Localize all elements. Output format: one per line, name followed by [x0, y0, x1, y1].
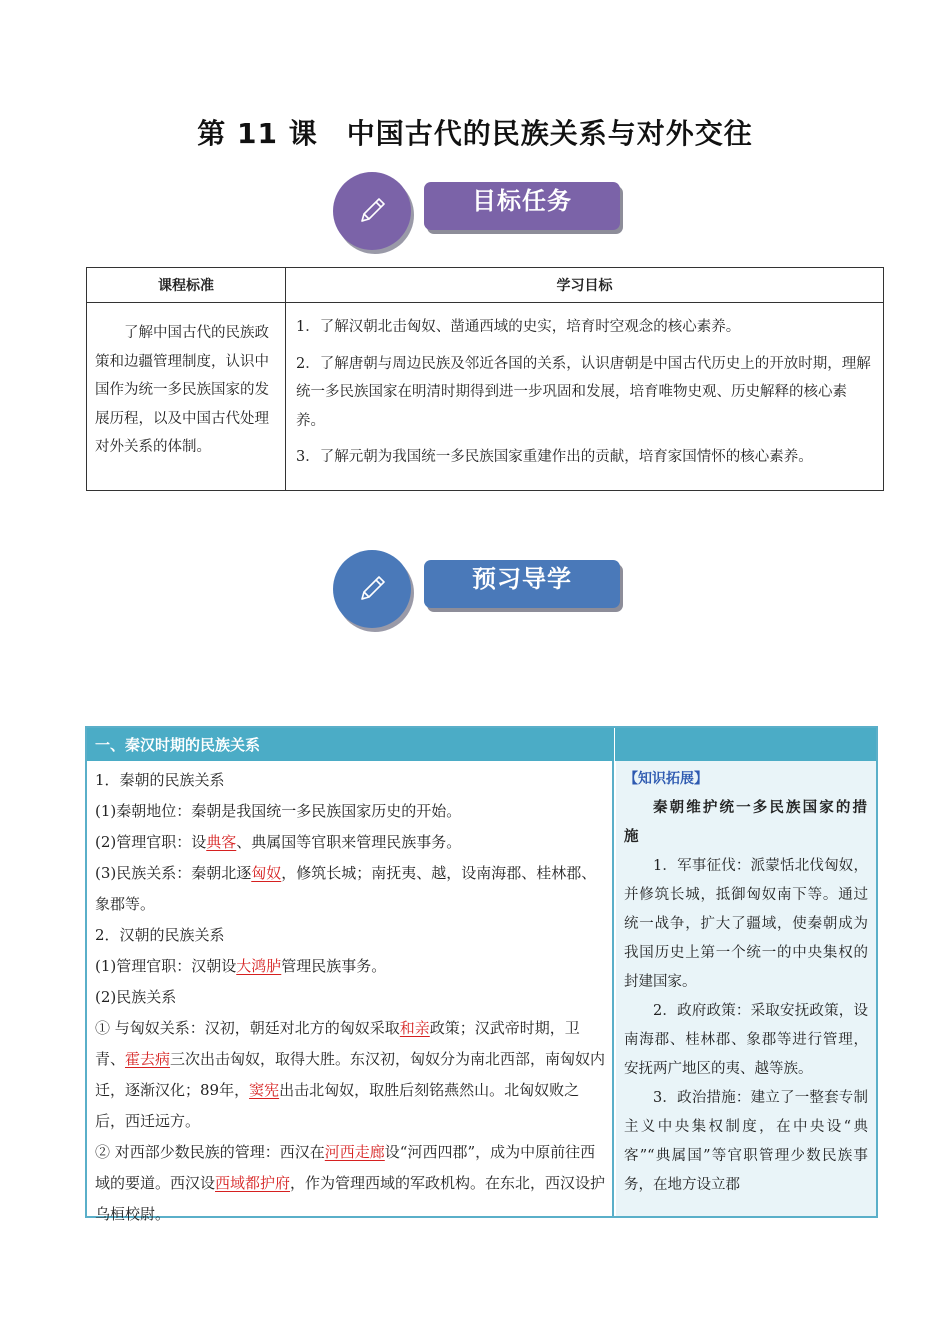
- text-span: ② 对西部少数民族的管理：西汉在: [95, 1143, 325, 1161]
- key-term: 匈奴: [251, 864, 282, 882]
- text-line: 1．秦朝的民族关系: [95, 771, 225, 789]
- section-icon-circle: [333, 172, 411, 250]
- key-term: 大鸿胪: [236, 957, 282, 975]
- knowledge-paragraph: 2．政府政策：采取安抚政策，设南海郡、桂林郡、象郡等进行管理，安抚两广地区的夷、越等族。: [624, 1003, 868, 1077]
- key-term: 和亲: [399, 1019, 430, 1037]
- goals-table: [86, 267, 884, 491]
- section-title-preview: 预习导学: [424, 560, 620, 608]
- section-icon-circle: [333, 550, 411, 628]
- knowledge-extension-panel: [616, 761, 876, 1216]
- pencil-icon: [355, 572, 389, 606]
- key-term: 窦宪: [249, 1081, 280, 1099]
- text-span: ，修筑长城；南抚夷、越，设南海郡、桂林郡、象郡等。: [95, 864, 597, 913]
- text-line: (1)秦朝地位：秦朝是我国统一多民族国家历史的开始。: [95, 802, 462, 820]
- guide-main-content: [87, 761, 614, 1223]
- text-span: 设“河西四郡”，成为中原前往西域的要道。西汉设: [95, 1143, 596, 1192]
- text-span: ，作为管理西域的军政机构。在东北，西汉设护乌桓校尉。: [95, 1174, 606, 1223]
- key-term: 西域都护府: [215, 1174, 291, 1192]
- section-header-preview: [333, 548, 633, 638]
- key-term: 霍去病: [125, 1050, 171, 1068]
- guide-header-title: 一、秦汉时期的民族关系: [95, 736, 261, 754]
- guide-header-row: [87, 728, 876, 761]
- column-header-standard: 课程标准: [87, 268, 286, 303]
- knowledge-paragraph: 1．军事征伐：派蒙恬北伐匈奴，并修筑长城，抵御匈奴南下等。通过统一战争，扩大了疆域，使秦朝成为我国历史上第一个统一的中央集权的封建国家。: [624, 858, 868, 990]
- text-line: [95, 1013, 606, 1137]
- section-title-goals: 目标任务: [424, 182, 620, 230]
- text-line: 2．汉朝的民族关系: [95, 926, 225, 944]
- text-span: 、典属国等官职来管理民族事务。: [236, 833, 462, 851]
- study-guide-table: [85, 726, 878, 1223]
- objective-item: 2．了解唐朝与周边民族及邻近各国的关系，认识唐朝是中国古代历史上的开放时期，理解统一多民族国家在明清时期得到进一步巩固和发展，培育唯物史观、历史解释的核心素养。: [296, 355, 871, 429]
- text-line: [95, 951, 606, 982]
- text-span: (1)管理官职：汉朝设: [95, 957, 237, 975]
- text-span: (2)管理官职：设: [95, 833, 207, 851]
- text-span: 三次出击匈奴，取得大胜。东汉初，匈奴分为南北西部，南匈奴内迁，逐渐汉化；89年，: [95, 1050, 606, 1099]
- knowledge-extension-tag: 【知识拓展】: [624, 771, 708, 787]
- learning-objectives: [286, 303, 884, 491]
- course-standard-text: 了解中国古代的民族政策和边疆管理制度，认识中国作为统一多民族国家的发展历程，以及中国古代处理对外关系的体制。: [87, 303, 286, 491]
- column-header-objectives: 学习目标: [286, 268, 884, 303]
- key-term: 河西走廊: [324, 1143, 385, 1161]
- text-span: 政策；汉武帝时期，卫青、: [95, 1019, 580, 1068]
- text-line: (2)民族关系: [95, 988, 177, 1006]
- text-span: 管理民族事务。: [281, 957, 387, 975]
- text-line: [95, 858, 606, 920]
- text-span: (3)民族关系：秦朝北逐: [95, 864, 252, 882]
- text-span: 出击北匈奴，取胜后刻铭燕然山。北匈奴败之后，西迁远方。: [95, 1081, 580, 1130]
- text-line: [95, 1137, 606, 1230]
- key-term: 典客: [206, 833, 237, 851]
- pencil-icon: [355, 194, 389, 228]
- knowledge-extension-title: 秦朝维护统一多民族国家的措施: [624, 800, 868, 845]
- text-span: ① 与匈奴关系：汉初，朝廷对北方的匈奴采取: [95, 1019, 400, 1037]
- objective-item: 1．了解汉朝北击匈奴、凿通西域的史实，培育时空观念的核心素养。: [296, 319, 741, 335]
- objective-item: 3．了解元朝为我国统一多民族国家重建作出的贡献，培育家国情怀的核心素养。: [296, 449, 813, 465]
- page-title: 第 11 课 中国古代的民族关系与对外交往: [197, 117, 753, 150]
- header-divider: [614, 728, 615, 761]
- text-line: [95, 827, 606, 858]
- knowledge-paragraph: 3．政治措施：建立了一整套专制主义中央集权制度，在中央设“典客”“典属国”等官职管理少数民族事务，在地方设立郡: [624, 1090, 868, 1193]
- section-header-goals: [333, 172, 633, 262]
